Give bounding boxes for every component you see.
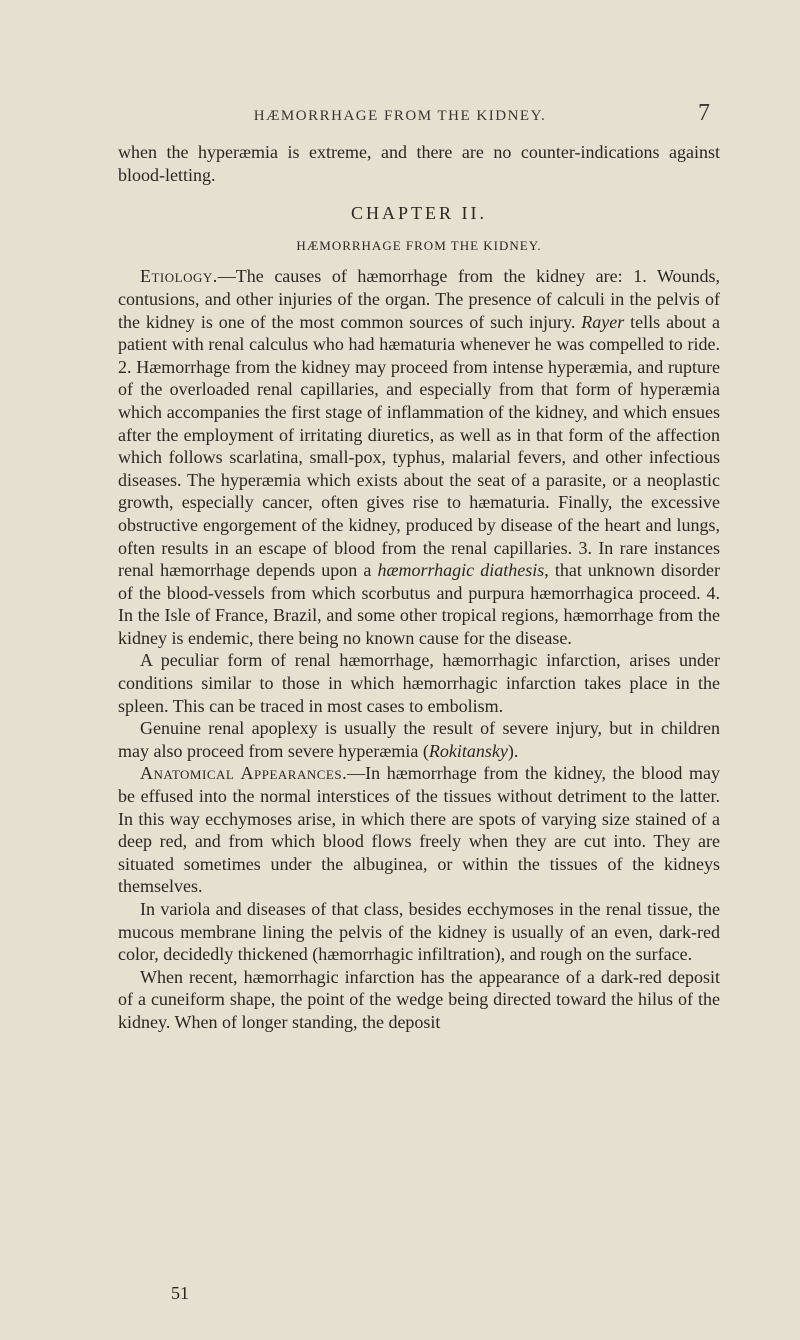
carry-over-paragraph: when the hyperæmia is extreme, and there are no counter-indications against blood-letting. — [118, 142, 720, 185]
page-number: 7 — [698, 100, 710, 126]
etiology-text-2: tells about a patient with renal calculus who had hæmaturia whenever he was compelled to ride. 2. Hæmorrhage from the kidney may proceed from intense hyperæmia, and rupture of the overloaded renal capillaries, and especially from that form of hyperæmia which accompanies the first stage of inflammation of the kidney, and which ensues after the employment of irritating diuretics, as well as in that form of the affection which follows scarlatina, small-pox, typhus, malarial fevers, and other infectious diseases. The hyperæmia which exists about the seat of a parasite, or a neoplastic growth, especially cancer, often gives rise to hæmaturia. Finally, the excessive obstructive engorgement of the kidney, produced by disease of the heart and lungs, often results in an escape of blood from the renal capillaries. 3. In rare instances renal hæmorrhage depends upon a — [118, 311, 720, 581]
section-title: HÆMORRHAGE FROM THE KIDNEY. — [296, 237, 542, 253]
running-head: HÆMORRHAGE FROM THE KIDNEY. — [253, 108, 547, 124]
chapter-title: CHAPTER II. — [351, 203, 487, 224]
infarction-paragraph: A peculiar form of renal hæmorrhage, hæmorrhagic infarction, arises under conditions similar to those in which hæmorrhagic infarction takes place in the spleen. This can be traced in most cases to embolism. — [118, 650, 720, 716]
apoplexy-text-2: ). — [507, 740, 519, 761]
etiology-text-1: —The causes of hæmorrhage from the kidney are: 1. Wounds, contusions, and other injuries of the organ. The presence of calculi in the pelvis of the kidney is one of the most common sources of such injury. — [118, 266, 720, 332]
etiology-text-3: , that unknown disorder of the blood-vessels from which scorbutus and purpura hæmorrhagica proceed. 4. In the Isle of France, Brazil, and some other tropical regions, hæmorrhage from the kidney is endemic, there being no known cause for the disease. — [118, 560, 721, 648]
apoplexy-paragraph — [118, 717, 720, 762]
anatomical-text: —In hæmorrhage from the kidney, the blood may be effused into the normal interstices of the tissues without detriment to the latter. In this way ecchymoses arise, in which there are spots of varying size stained of a deep red, and from which blood flows freely when they are cut into. They are situated sometimes under the albuginea, or within the tissues of the kidneys themselves. — [118, 763, 721, 897]
anatomical-label: Anatomical Appearances. — [140, 763, 348, 784]
author-rayer: Rayer — [581, 311, 625, 332]
apoplexy-text-1: Genuine renal apoplexy is usually the result of severe injury, but in children may also proceed from severe hyperæmia ( — [118, 718, 720, 761]
anatomical-paragraph — [118, 762, 720, 898]
etiology-label: Etiology. — [140, 266, 218, 287]
variola-paragraph: In variola and diseases of that class, besides ecchymoses in the renal tissue, the mucous membrane lining the pelvis of the kidney is usually of an even, dark-red color, decidedly thickened (hæmorrhagic infiltration), and rough on the surface. — [118, 899, 720, 965]
etiology-paragraph — [118, 265, 720, 649]
infarction-recent-paragraph: When recent, hæmorrhagic infarction has the appearance of a dark-red deposit of a cuneiform shape, the point of the wedge being directed toward the hilus of the kidney. When of longer standing, the deposit — [118, 966, 720, 1032]
term-diathesis: hæmorrhagic diathesis — [377, 560, 545, 581]
body-text — [118, 141, 720, 1034]
author-rokitansky: Rokitansky — [428, 740, 508, 761]
signature-mark: 51 — [171, 1283, 189, 1303]
